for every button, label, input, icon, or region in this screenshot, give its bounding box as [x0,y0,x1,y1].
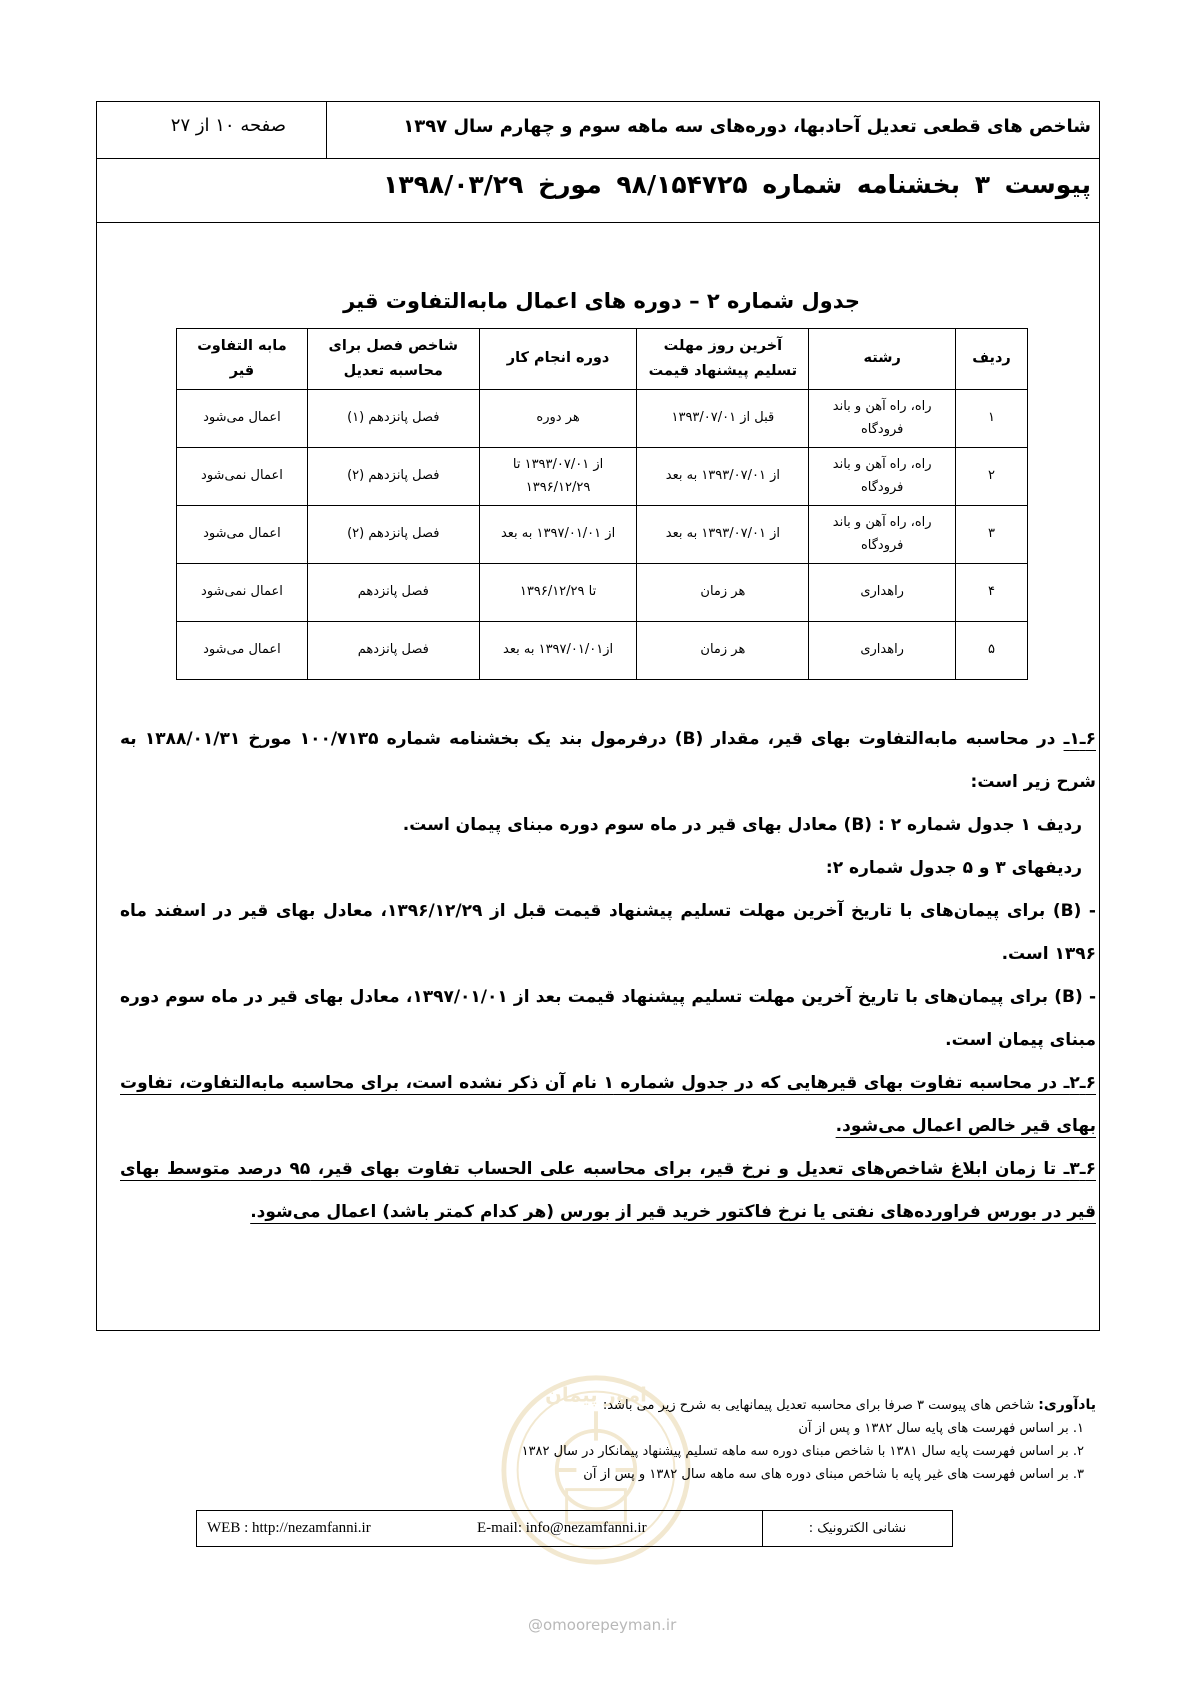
table-cell: هر زمان [637,564,809,622]
table-cell: فصل پانزدهم (۲) [307,506,479,564]
table-row [177,390,1028,448]
table-cell: اعمال نمی‌شود [177,564,308,622]
header-work-period: دوره انجام کار [479,329,637,390]
appendix-row [97,158,1099,223]
table-cell: راه، راه آهن و باند فرودگاه [809,506,956,564]
table-cell: فصل پانزدهم (۲) [307,448,479,506]
table-cell: هر دوره [479,390,637,448]
table-cell: ۳ [956,506,1028,564]
paragraph-after-1397: - (B) برای پیمان‌های با تاریخ آخرین مهلت تسلیم پیشنهاد قیمت بعد از ۱۳۹۷/۰۱/۰۱، معادل بهای قیر در ماه سوم دوره مبنای پیمان است. [120,987,1097,1050]
header-bitumen-difference: مابه التفاوت قیر [177,329,308,390]
reminder-intro [300,1394,1096,1417]
table-caption: جدول شماره ۲ – دوره های اعمال مابه‌التفاوت قیر [343,289,860,313]
paragraph-6-1 [120,718,1096,804]
paragraph-6-2: ۶ـ۲ـ در محاسبه تفاوت بهای قیرهایی که در جدول شماره ۱ نام آن ذکر نشده است، برای محاسبه مابه‌التفاوت، تفاوت بهای قیر خالص اعمال می‌شود. [120,1073,1096,1136]
table-cell: اعمال می‌شود [177,390,308,448]
table-cell: ۱ [956,390,1028,448]
header-field: رشته [809,329,956,390]
header-deadline: آخرین روز مهلت تسلیم پیشنهاد قیمت [637,329,809,390]
table-cell: فصل پانزدهم (۱) [307,390,479,448]
contact-label: نشانی الکترونیک : [762,1511,952,1546]
table-cell: ۵ [956,622,1028,680]
table-cell: ۴ [956,564,1028,622]
reminder-label: یادآوری: [1038,1397,1096,1413]
header-row [97,102,1099,159]
table-cell: هر زمان [637,622,809,680]
clause-number: ۶ـ۱ـ [1063,729,1096,749]
table-row [177,448,1028,506]
clause-text: در محاسبه مابه‌التفاوت بهای قیر، مقدار (B) درفرمول بند یک بخشنامه شماره ۱۰۰/۷۱۳۵ مورخ ۱۳۸۸/۰۱/۳۱ به شرح زیر است: [120,729,1096,792]
table-cell: از ۱۳۹۳/۰۷/۰۱ به بعد [637,506,809,564]
table-cell: راهداری [809,564,956,622]
paragraph-6-3: ۶ـ۳ـ تا زمان ابلاغ شاخص‌های تعدیل و نرخ قیر، برای محاسبه علی الحساب تفاوت بهای قیر، ۹۵ درصد متوسط بهای قیر در بورس فراورده‌های نفتی یا نرخ فاکتور خرید قیر از بورس (هر کدام کمتر باشد) اعمال می‌شود. [120,1159,1096,1222]
table-cell: راهداری [809,622,956,680]
table-cell: فصل پانزدهم [307,564,479,622]
reminder-notes [300,1394,1096,1486]
header-season-index: شاخص فصل برای محاسبه تعدیل [307,329,479,390]
website-link[interactable]: WEB : http://nezamfanni.ir [207,1520,371,1536]
table-cell: قبل از ۱۳۹۳/۰۷/۰۱ [637,390,809,448]
table-cell: از۱۳۹۷/۰۱/۰۱ به بعد [479,622,637,680]
reminder-item: ۳. بر اساس فهرست های غیر پایه با شاخص مبنای دوره های سه ماهه سال ۱۳۸۲ و پس از آن [583,1467,1084,1482]
table-cell: فصل پانزدهم [307,622,479,680]
table-cell: ۲ [956,448,1028,506]
contact-box [196,1510,953,1547]
table-header-row [177,329,1028,390]
table-row [177,564,1028,622]
table-cell: راه، راه آهن و باند فرودگاه [809,390,956,448]
paragraph-rows-3-5: ردیفهای ۳ و ۵ جدول شماره ۲: [825,858,1082,878]
email-link[interactable]: E-mail: info@nezamfanni.ir [477,1520,647,1536]
page-number-cell [97,102,327,158]
body-text [120,718,1096,1234]
reminder-intro-text: شاخص های پیوست ۳ صرفا برای محاسبه تعدیل پیمانهایی به شرح زیر می باشد: [602,1398,1039,1413]
paragraph-row-1: ردیف ۱ جدول شماره ۲ : (B) معادل بهای قیر در ماه سوم دوره مبنای پیمان است. [402,815,1082,835]
paragraph-before-1397: - (B) برای پیمان‌های با تاریخ آخرین مهلت تسلیم پیشنهاد قیمت قبل از ۱۳۹۶/۱۲/۲۹، معادل بهای قیر در اسفند ماه ۱۳۹۶ است. [120,901,1096,964]
reminder-item: ۲. بر اساس فهرست پایه سال ۱۳۸۱ با شاخص مبنای دوره سه ماهه تسلیم پیشنهاد پیمانکار در سال ۱۳۸۲ [521,1444,1084,1459]
table-row [177,622,1028,680]
table-cell: اعمال نمی‌شود [177,448,308,506]
table-cell: از ۱۳۹۳/۰۷/۰۱ به بعد [637,448,809,506]
table-cell: از ۱۳۹۷/۰۱/۰۱ به بعد [479,506,637,564]
table-cell: از ۱۳۹۳/۰۷/۰۱ تا ۱۳۹۶/۱۲/۲۹ [479,448,637,506]
table-cell: راه، راه آهن و باند فرودگاه [809,448,956,506]
document-title: شاخص های قطعی تعدیل آحادبها، دوره‌های سه ماهه سوم و چهارم سال ۱۳۹۷ [403,116,1091,137]
page-number: صفحه ۱۰ از ۲۷ [170,115,286,136]
table-row [177,506,1028,564]
bitumen-periods-table [176,328,1028,680]
header-row-number: ردیف [956,329,1028,390]
reminder-item: ۱. بر اساس فهرست های پایه سال ۱۳۸۲ و پس از آن [798,1421,1084,1436]
appendix-title: پیوست ۳ بخشنامه شماره ۹۸/۱۵۴۷۲۵ مورخ ۱۳۹۸/۰۳/۲۹ [383,170,1091,199]
table-cell: اعمال می‌شود [177,506,308,564]
table-cell: اعمال می‌شود [177,622,308,680]
table-cell: تا ۱۳۹۶/۱۲/۲۹ [479,564,637,622]
seal-text: امور پیمان [545,1383,647,1407]
footer-brand: @omoorepeyman.ir [528,1616,677,1634]
